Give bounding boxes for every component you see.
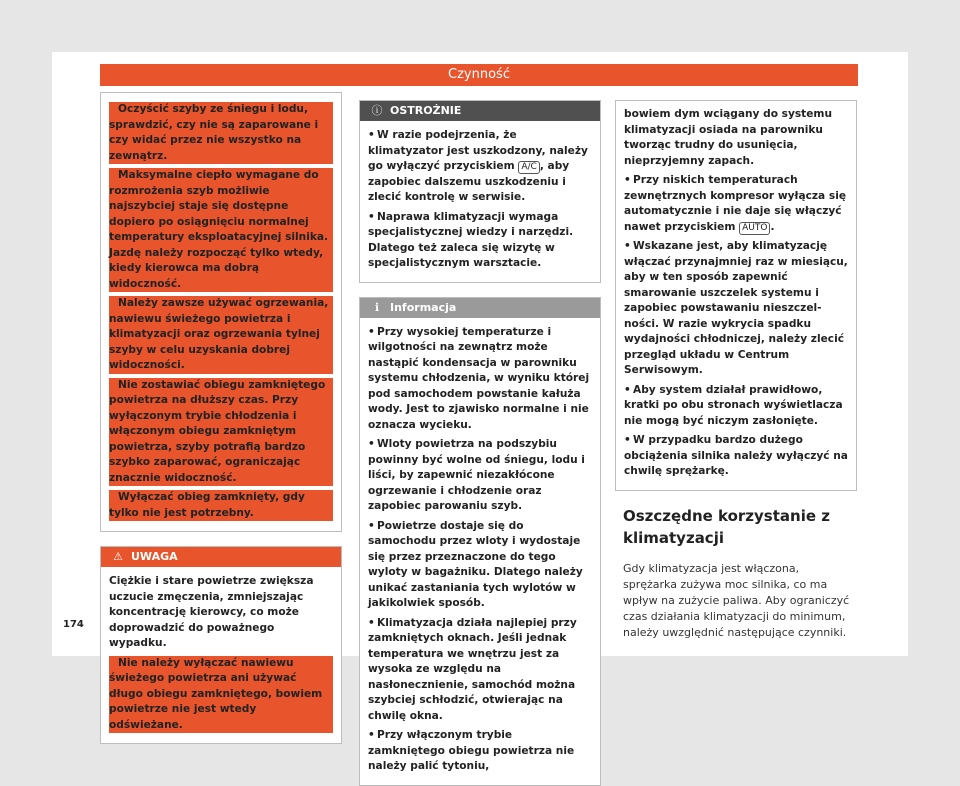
info-bullet: • Przy wysokiej temperaturze i wilgotności na zewnątrz może nastąpić kondensacja w parowniku systemu chłodzenia, w wyniku której pod samochodem powstanie kałuża wody. Jest to zjawisko normalne i nie oznacza wycieku. bbox=[368, 325, 592, 434]
info-bullet: • Powietrze dostaje się do samochodu przez wloty i wydostaje się przez przeznaczone do tego wyloty w bagażniku. Dlatego należy unikać zastaniania tych wylotów w jakikolwiek sposób. bbox=[368, 519, 592, 612]
info-bullet: • Przy niskich temperaturach zewnętrznych kompresor wyłącza się automatycznie i nie daje się włączyć nawet przyciskiem AUTO . bbox=[624, 173, 848, 235]
info-bullet: • W przypadku bardzo dużego obciążenia silnika należy wyłączyć na chwilę sprężarkę. bbox=[624, 433, 848, 480]
left-bullet: • Nie zostawiać obiegu zamkniętego powietrza na dłuższy czas. Przy wyłączonym trybie chłodzenia i włączonym obiegu zamkniętym powietrza, szyby potrafią bardzo szybko zaparować, ograniczając znacznie widoczność. bbox=[109, 378, 333, 487]
left-bullet: • Oczyścić szyby ze śniegu i lodu, sprawdzić, czy nie są zaparowane i czy widać przez nie wszystko na zewnątrz. bbox=[109, 102, 333, 164]
ac-key-icon: A/C bbox=[518, 161, 539, 174]
auto-key-icon: AUTO bbox=[739, 222, 770, 235]
warning-box bbox=[100, 546, 342, 744]
info-bullet: • Wloty powietrza na podszybiu powinny być wolne od śniegu, lodu i liści, by zapewnić niezakłócone ogrzewanie i chłodzenie oraz zapobiec parowaniu szyb. bbox=[368, 437, 592, 515]
info-icon: ℹ bbox=[374, 300, 380, 314]
left-column bbox=[100, 92, 342, 744]
info-bullet: • Klimatyzacja działa najlepiej przy zamkniętych oknach. Jeśli jednak temperatura we wnętrzu jest za wysoka ze względu na nasłonecznienie, samochód można szybciej schłodzić, otwierając na chwilę okna. bbox=[368, 616, 592, 725]
caution-title: OSTROŻNIE bbox=[390, 104, 462, 117]
caution-bullet: • Naprawa klimatyzacji wymaga specjalistycznej wiedzy i narzędzi. Dlatego też zaleca się wizytę w specjalistycznym warsztacie. bbox=[368, 210, 592, 272]
right-column bbox=[615, 100, 857, 645]
warning-bullet: • Nie należy wyłączać nawiewu świeżego powietrza ani używać długo obiegu zamkniętego, bowiem powietrze nie jest wtedy odświeżane. bbox=[109, 656, 333, 734]
warning-header bbox=[101, 547, 341, 567]
info-title: Informacja bbox=[390, 300, 457, 314]
left-bullet-box bbox=[100, 92, 342, 532]
info-bullet: • Aby system działał prawidłowo, kratki po obu stronach wyświetlacza nie mogą być niczym zasłonięte. bbox=[624, 383, 848, 430]
page-number: 174 bbox=[63, 619, 84, 630]
warning-title: UWAGA bbox=[131, 550, 178, 563]
section-heading: Oszczędne korzystanie z klimatyzacji bbox=[623, 506, 830, 547]
body-paragraph: Gdy klimatyzacja jest włączona, sprężarka zużywa moc silnika, co ma wpływ na zużycie paliwa. Aby ograniczyć czas działania klimatyzacji do minimum, należy uwzględnić następujące czynniki. bbox=[623, 561, 850, 639]
info-bullet: • Przy włączonym trybie zamkniętego obiegu powietrza nie należy palić tytoniu, bbox=[368, 728, 592, 775]
caution-bullet: • W razie podejrzenia, że klimatyzator jest uszkodzony, należy go wyłączyć przyciskiem A/C , aby zapobiec dalszemu uszkodzeniu i zlecić kontrolę w serwisie. bbox=[368, 128, 592, 206]
warning-intro: Ciężkie i stare powietrze zwiększa uczucie zmęczenia, zmniejszając koncentrację kierowcy, co może doprowadzić do poważnego wypadku. bbox=[109, 575, 314, 649]
info-box bbox=[359, 297, 601, 786]
info-bullet: • Wskazane jest, aby klimatyzację włączać przynajmniej raz w miesiącu, aby w ten sposób zapewnić smarowanie uszczelek systemu i zapobiec powstawaniu nieszczelności. W razie wykrycia spadku wydajności chłodniczej, należy zlecić przegląd układu w Centrum Serwisowym. bbox=[624, 239, 848, 379]
info-continued-text: bowiem dym wciągany do systemu klimatyzacji osiada na parowniku tworząc trudny do usunięcia, nieprzyjemny zapach. bbox=[624, 108, 833, 167]
left-bullet: • Należy zawsze używać ogrzewania, nawiewu świeżego powietrza i klimatyzacji oraz ogrzewania tylnej szyby w celu uzyskania dobrej widoczności. bbox=[109, 296, 333, 374]
left-bullet: • Maksymalne ciepło wymagane do rozmrożenia szyb możliwie najszybciej staje się dostępne dopiero po osiągnięciu normalnej temperatury eksploatacyjnej silnika. Jazdę należy rozpocząć tylko wtedy, kiedy kierowca ma dobrą widoczność. bbox=[109, 168, 333, 292]
section-header: Czynność bbox=[100, 64, 858, 86]
warning-triangle-icon: ⚠ bbox=[113, 550, 123, 563]
info-continued-box bbox=[615, 100, 857, 491]
caution-circle-icon: ⓘ bbox=[371, 104, 383, 117]
left-bullet: • Wyłączać obieg zamknięty, gdy tylko nie jest potrzebny. bbox=[109, 490, 333, 521]
info-header bbox=[360, 298, 600, 318]
caution-box bbox=[359, 100, 601, 283]
caution-header bbox=[360, 101, 600, 121]
middle-column bbox=[359, 100, 601, 786]
